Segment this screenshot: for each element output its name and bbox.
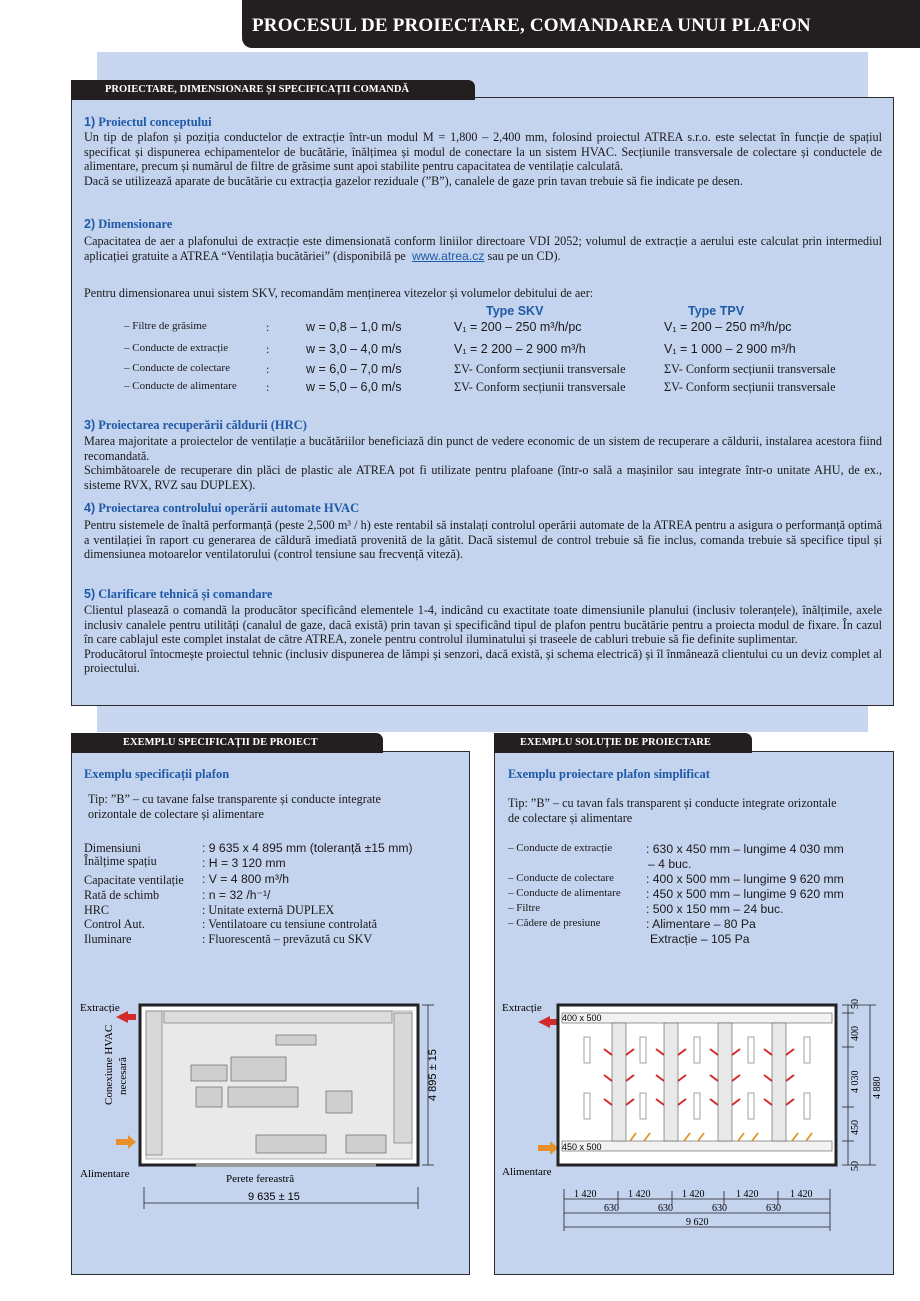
supply-label: Alimentare — [80, 1168, 130, 1180]
section-4-text: Pentru sistemele de înaltă performanță (peste 2,500 m³ / h) este rentabil să instalați controlul operării automate de la ATREA pentru a asigura o performanță optimă a ventilației în raport cu generarea de căldură imediată provenită de la gătit. Dacă sistemul de control trebuie să fie inclus, comanda trebuie să specifice tipul și dimensiunea motoarelor ventilatorului (control tensiune sau frecvență viteză). — [84, 518, 882, 562]
supply-arrow-icon — [538, 1141, 558, 1155]
page-title-bar — [242, 0, 920, 48]
kitchen-equipment — [231, 1057, 286, 1081]
project-spec-list: Dimensiuni : 9 635 x 4 895 mm (toleranță ±15 mm) Înălțime spațiu : H = 3 120 mm Capacitate ventilație : V = 4 800 m³/h Rată de schimb : n = 32 /h⁻¹/ HRC : Unitate externă DUPLEX Control Aut. : Ventilatoare cu tensiune controlată Iluminare : Fluorescentă – prevăzută cu SKV — [84, 841, 413, 946]
light-fixture — [584, 1093, 590, 1119]
extraction-duct — [612, 1023, 626, 1141]
dimension-label: 1 420 — [574, 1189, 597, 1200]
atrea-link[interactable]: www.atrea.cz — [411, 248, 485, 263]
dimension-label: 630 — [604, 1203, 619, 1214]
light-fixture — [748, 1037, 754, 1063]
wall-counter-top — [164, 1011, 392, 1023]
wall-counter-right — [394, 1013, 412, 1143]
window-wall — [196, 1163, 376, 1167]
kitchen-equipment — [256, 1135, 326, 1153]
light-fixture — [640, 1093, 646, 1119]
hvac-label-1: Conexiune HVAC — [103, 1024, 115, 1105]
section-1-heading: 1) Proiectul conceptului — [84, 115, 212, 129]
extraction-duct — [718, 1023, 732, 1141]
horizontal-dimensions — [574, 1189, 813, 1228]
width-dimension: 9 635 ± 15 — [248, 1191, 300, 1203]
extract-label: Extracție — [502, 1002, 542, 1014]
section-5-heading: 5) Clarificare tehnică și comandare — [84, 587, 273, 601]
extraction-duct — [772, 1023, 786, 1141]
project-spec-type: Tip: ”B” – cu tavane false transparente și conducte integrate orizontale de colectare și alimentare — [88, 792, 381, 821]
design-solution-type: Tip: ”B” – cu tavan fals transparent și conducte integrate orizontale de colectare și alimentare — [508, 796, 837, 825]
light-fixture — [584, 1037, 590, 1063]
design-solution-tab: EXEMPLU SOLUȚIE DE PROIECTARE — [494, 733, 752, 753]
collection-duct-label: 400 x 500 — [562, 1013, 602, 1023]
extraction-duct — [664, 1023, 678, 1141]
dimension-label: 50 — [850, 999, 861, 1009]
section-4-heading: 4) Proiectarea controlului operării automate HVAC — [84, 501, 360, 515]
dimension-label: 1 420 — [736, 1189, 759, 1200]
dimension-label: 450 — [850, 1120, 861, 1135]
header-skv: Type SKV — [486, 304, 544, 318]
kitchen-equipment — [228, 1087, 298, 1107]
project-spec-tab: EXEMPLU SPECIFICAȚII DE PROIECT — [71, 733, 383, 753]
section-2-intro: Pentru dimensionarea unui sistem SKV, recomandăm menținerea vitezelor și volumelor debitului de aer: — [84, 286, 594, 300]
window-wall-label: Perete fereastră — [226, 1173, 295, 1185]
kitchen-equipment — [276, 1035, 316, 1045]
light-fixture — [748, 1093, 754, 1119]
supply-duct — [562, 1141, 832, 1151]
vertical-dimensions — [850, 999, 883, 1171]
dimension-label: 4 030 — [850, 1070, 861, 1093]
supply-duct-label: 450 x 500 — [562, 1142, 602, 1152]
page-title: PROCESUL DE PROIECTARE, COMANDAREA UNUI PLAFON — [252, 15, 811, 36]
ceiling-plan-diagram — [500, 995, 890, 1235]
design-solution-list: – Conducte de extracție : 630 x 450 mm – lungime 4 030 mm – 4 buc. – Conducte de colectare : 400 x 500 mm – lungime 9 620 mm – Conducte de alimentare : 450 x 500 mm – lungime 9 620 mm – Filtre : 500 x 150 mm – 24 buc. – Cădere de presiune : Alimentare – 80 Pa Extracție – 105 Pa — [508, 842, 844, 946]
project-spec-title: Exemplu specificații plafon — [84, 767, 230, 781]
dimension-label: 1 420 — [790, 1189, 813, 1200]
kitchen-equipment — [196, 1087, 222, 1107]
light-fixture — [804, 1093, 810, 1119]
section-2-text: Capacitatea de aer a plafonului de extracție este dimensionată conform liniilor directoare VDI 2052; volumul de extracție a aerului este calculat prin intermediul aplicației gratuite a ATREA “Ventilația bucătăriei” (disponibilă pe www.atrea.cz sau pe un CD). — [84, 234, 882, 263]
kitchen-equipment — [326, 1091, 352, 1113]
table-row: – Conducte de colectare : w = 6,0 – 7,0 m/s ΣV- Conform secțiunii transversale ΣV- Conform secțiunii transversale — [124, 362, 836, 376]
dimension-label: 630 — [766, 1203, 781, 1214]
supply-arrow-icon — [116, 1135, 136, 1149]
section-2-heading: 2) Dimensionare — [84, 217, 173, 231]
light-fixture — [640, 1037, 646, 1063]
section-1-text: Un tip de plafon și poziția conductelor de extracție într-un modul M = 1,800 – 2,400 mm, folosind proiectul ATREA s.r.o. este selectat în funcție de spațiul specificat și dispunerea echipamentelor de bucătărie, înălțimea și modul de conectare la un sistem HVAC. Secțiunile transversale de colectare și conductele de alimentare, precum și numărul de filtre de grăsime sunt apoi stabilite pentru capacitatea de ventilație calculată. Dacă se utilizează aparate de bucătărie cu extracția gazelor reziduale (”B”), canalele de gaze prin tavan trebuie să fie indicate pe desen. — [84, 130, 882, 188]
supply-label: Alimentare — [502, 1166, 552, 1178]
hvac-label-2: necesară — [117, 1057, 129, 1095]
section-5-text: Clientul plasează o comandă la producător specificând elementele 1-4, indicând cu exactitate toate dimensiunile planului (inclusiv toleranțele), înălțimile, axele inclusiv canalele pentru utilități (canalul de gaze, dacă există) prin tavan și specificând tipul de plafon pentru bucătărie pentru a proiecta modul de fixare. În cazul în care cablajul este complet instalat de către ATREA, zonele pentru controlul iluminatului și traseele de cabluri trebuie să fie definite suplimentar. Producătorul întocmește proiectul tehnic (inclusiv dispunerea de lămpi și senzori, dacă există, și schema electrică) și îl înmânează clientului cu un deviz complet al proiectului. — [84, 603, 882, 676]
section-3-heading: 3) Proiectarea recuperării căldurii (HRC) — [84, 418, 307, 432]
design-panel-tab: PROIECTARE, DIMENSIONARE ȘI SPECIFICAȚII COMANDĂ — [71, 80, 475, 100]
table-row: – Conducte de alimentare : w = 5,0 – 6,0 m/s ΣV- Conform secțiunii transversale ΣV- Conform secțiunii transversale — [124, 380, 836, 394]
total-width-label: 9 620 — [686, 1217, 709, 1228]
dimension-label: 630 — [658, 1203, 673, 1214]
dimension-label: 50 — [850, 1161, 861, 1171]
kitchen-equipment — [346, 1135, 386, 1153]
height-dimension: 4 895 ± 15 — [427, 1049, 439, 1101]
section-3-text: Marea majoritate a proiectelor de ventilație a bucătăriilor beneficiază din punct de vedere economic de un sistem de recuperare a căldurii, instalarea acestora fiind recomandată. Schimbătoarele de recuperare din plăci de plastic ale ATREA pot fi utilizate pentru plafoane (într-o sală a mașinilor sau integrate într-o unitate AHU, de ex., sisteme RVX, RVZ sau DUPLEX). — [84, 434, 882, 492]
dimension-label: 630 — [712, 1203, 727, 1214]
light-fixture — [694, 1093, 700, 1119]
design-solution-title: Exemplu proiectare plafon simplificat — [508, 767, 710, 781]
collection-duct — [562, 1013, 832, 1023]
table-row: – Filtre de grăsime : w = 0,8 – 1,0 m/s V₁ = 200 – 250 m³/h/pc V₁ = 200 – 250 m³/h/pc — [124, 320, 792, 334]
kitchen-plan-diagram — [76, 995, 466, 1210]
light-fixture — [694, 1037, 700, 1063]
total-height-label: 4 880 — [872, 1076, 883, 1099]
extract-arrow-icon — [538, 1016, 558, 1028]
dimension-label: 400 — [850, 1026, 861, 1041]
extract-label: Extracție — [80, 1002, 120, 1014]
dimension-label: 1 420 — [628, 1189, 651, 1200]
kitchen-equipment — [191, 1065, 227, 1081]
light-fixture — [804, 1037, 810, 1063]
wall-counter-left — [146, 1011, 162, 1155]
table-row: – Conducte de extracție : w = 3,0 – 4,0 m/s V₁ = 2 200 – 2 900 m³/h V₁ = 1 000 – 2 900 m³/h — [124, 342, 796, 356]
header-tpv: Type TPV — [688, 304, 745, 318]
dimension-label: 1 420 — [682, 1189, 705, 1200]
